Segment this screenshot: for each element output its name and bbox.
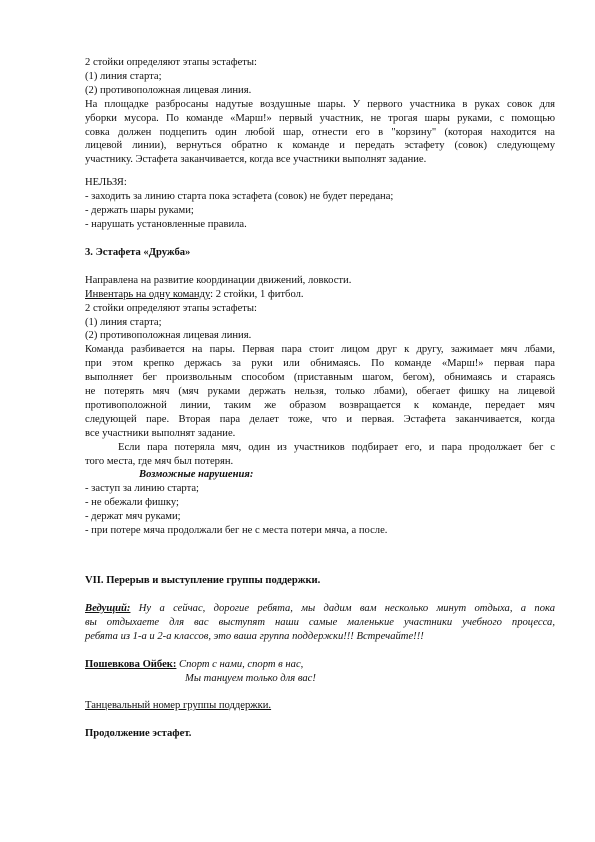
paragraph-line: участнику. Эстафета заканчивается, когда все участники выполнят задание. (85, 154, 427, 166)
continue-line: Продолжение эстафет. (85, 728, 192, 740)
paragraph-line: при этом крепко держась за руки или обнимаясь. По команде «Марш!» первая пара (85, 358, 555, 370)
singer-line (85, 658, 555, 672)
forbidden-item: - держать шары руками; (85, 205, 194, 217)
singer-text: Спорт с нами, спорт в нас, (176, 658, 304, 670)
forbidden-title: НЕЛЬЗЯ: (85, 177, 127, 189)
dance-line: Танцевальный номер группы поддержки. (85, 700, 272, 712)
inventory-line (85, 288, 555, 302)
text-line: (1) линия старта; (85, 316, 162, 328)
singer-line: Мы танцуем только для вас! (185, 672, 316, 684)
host-line: ребята из 1-а и 2-а классов, это ваша группа поддержки!!! Встречайте!!! (85, 630, 424, 642)
violations-title: Возможные нарушения: (139, 469, 254, 481)
paragraph-line: того места, где мяч был потерян. (85, 455, 234, 467)
paragraph-line: Команда разбивается на пары. Первая пара стоит лицом друг к другу, зажимает мяч лбами, (85, 344, 555, 356)
paragraph-line: не потерять мяч (мяч руками держать нельзя, только лбами), обегает фишку на лицевой (85, 386, 555, 398)
singer-label: Пошевкова Ойбек: (85, 658, 177, 670)
text-line: (1) линия старта; (85, 70, 162, 82)
document-page (85, 56, 555, 741)
text-line: (2) противоположная лицевая линия. (85, 84, 252, 96)
violation-item: - заступ за линию старта; (85, 483, 199, 495)
paragraph-line: Если пара потеряла мяч, один из участников подбирает его, и пара продолжает бег с (118, 441, 555, 453)
paragraph-line: лицевой линии), вернуться обратно к команде и передать эстафету (совок) следующему (85, 140, 555, 152)
relay-aim: Направлена на развитие координации движений, ловкости. (85, 274, 352, 286)
inventory-value: : 2 стойки, 1 фитбол. (210, 288, 304, 300)
paragraph-line: противоположной линии, таким же образом возвращается к команде, передает мяч (85, 399, 555, 411)
paragraph-line: следующей паре. Вторая пара делает тоже, что и первая. Эстафета заканчивается, когда (85, 413, 555, 425)
paragraph-line: На площадке разбросаны надутые воздушные шары. У первого участника в руках совок для (85, 98, 555, 110)
relay-heading: 3. Эстафета «Дружба» (85, 246, 191, 258)
forbidden-item: - заходить за линию старта пока эстафета (совок) не будет передана; (85, 191, 394, 203)
text-line: 2 стойки определяют этапы эстафеты: (85, 302, 257, 314)
paragraph-line: совка должен подцепить один любой шар, отнести его в "корзину" (которая находится на (85, 126, 555, 138)
violation-item: - не обежали фишку; (85, 497, 179, 509)
section-heading: VII. Перерыв и выступление группы поддержки. (85, 575, 321, 586)
violation-item: - при потере мяча продолжали бег не с места потери мяча, а после. (85, 525, 388, 537)
host-label: Ведущий: (85, 602, 131, 614)
paragraph-line: все участники выполнят задание. (85, 427, 236, 439)
text-line: 2 стойки определяют этапы эстафеты: (85, 57, 257, 68)
text-line: (2) противоположная лицевая линия. (85, 330, 252, 342)
host-text: Ну а сейчас, дорогие ребята, мы дадим вам несколько минут отдыха, а пока (130, 602, 555, 614)
host-line: вы отдыхаете для вас выступят наши самые маленькие участники учебного процесса, (85, 616, 555, 628)
inventory-label: Инвентарь на одну команду (85, 288, 211, 300)
host-line (85, 602, 555, 616)
paragraph-line: выполняет бег произвольным способом (приставным шагом, бегом), обнимаясь и стараясь (85, 372, 555, 384)
violation-item: - держат мяч руками; (85, 511, 181, 523)
paragraph-line: уборки мусора. По команде «Марш!» первый участник, не трогая шары руками, с помощью (85, 112, 555, 124)
forbidden-item: - нарушать установленные правила. (85, 218, 247, 230)
